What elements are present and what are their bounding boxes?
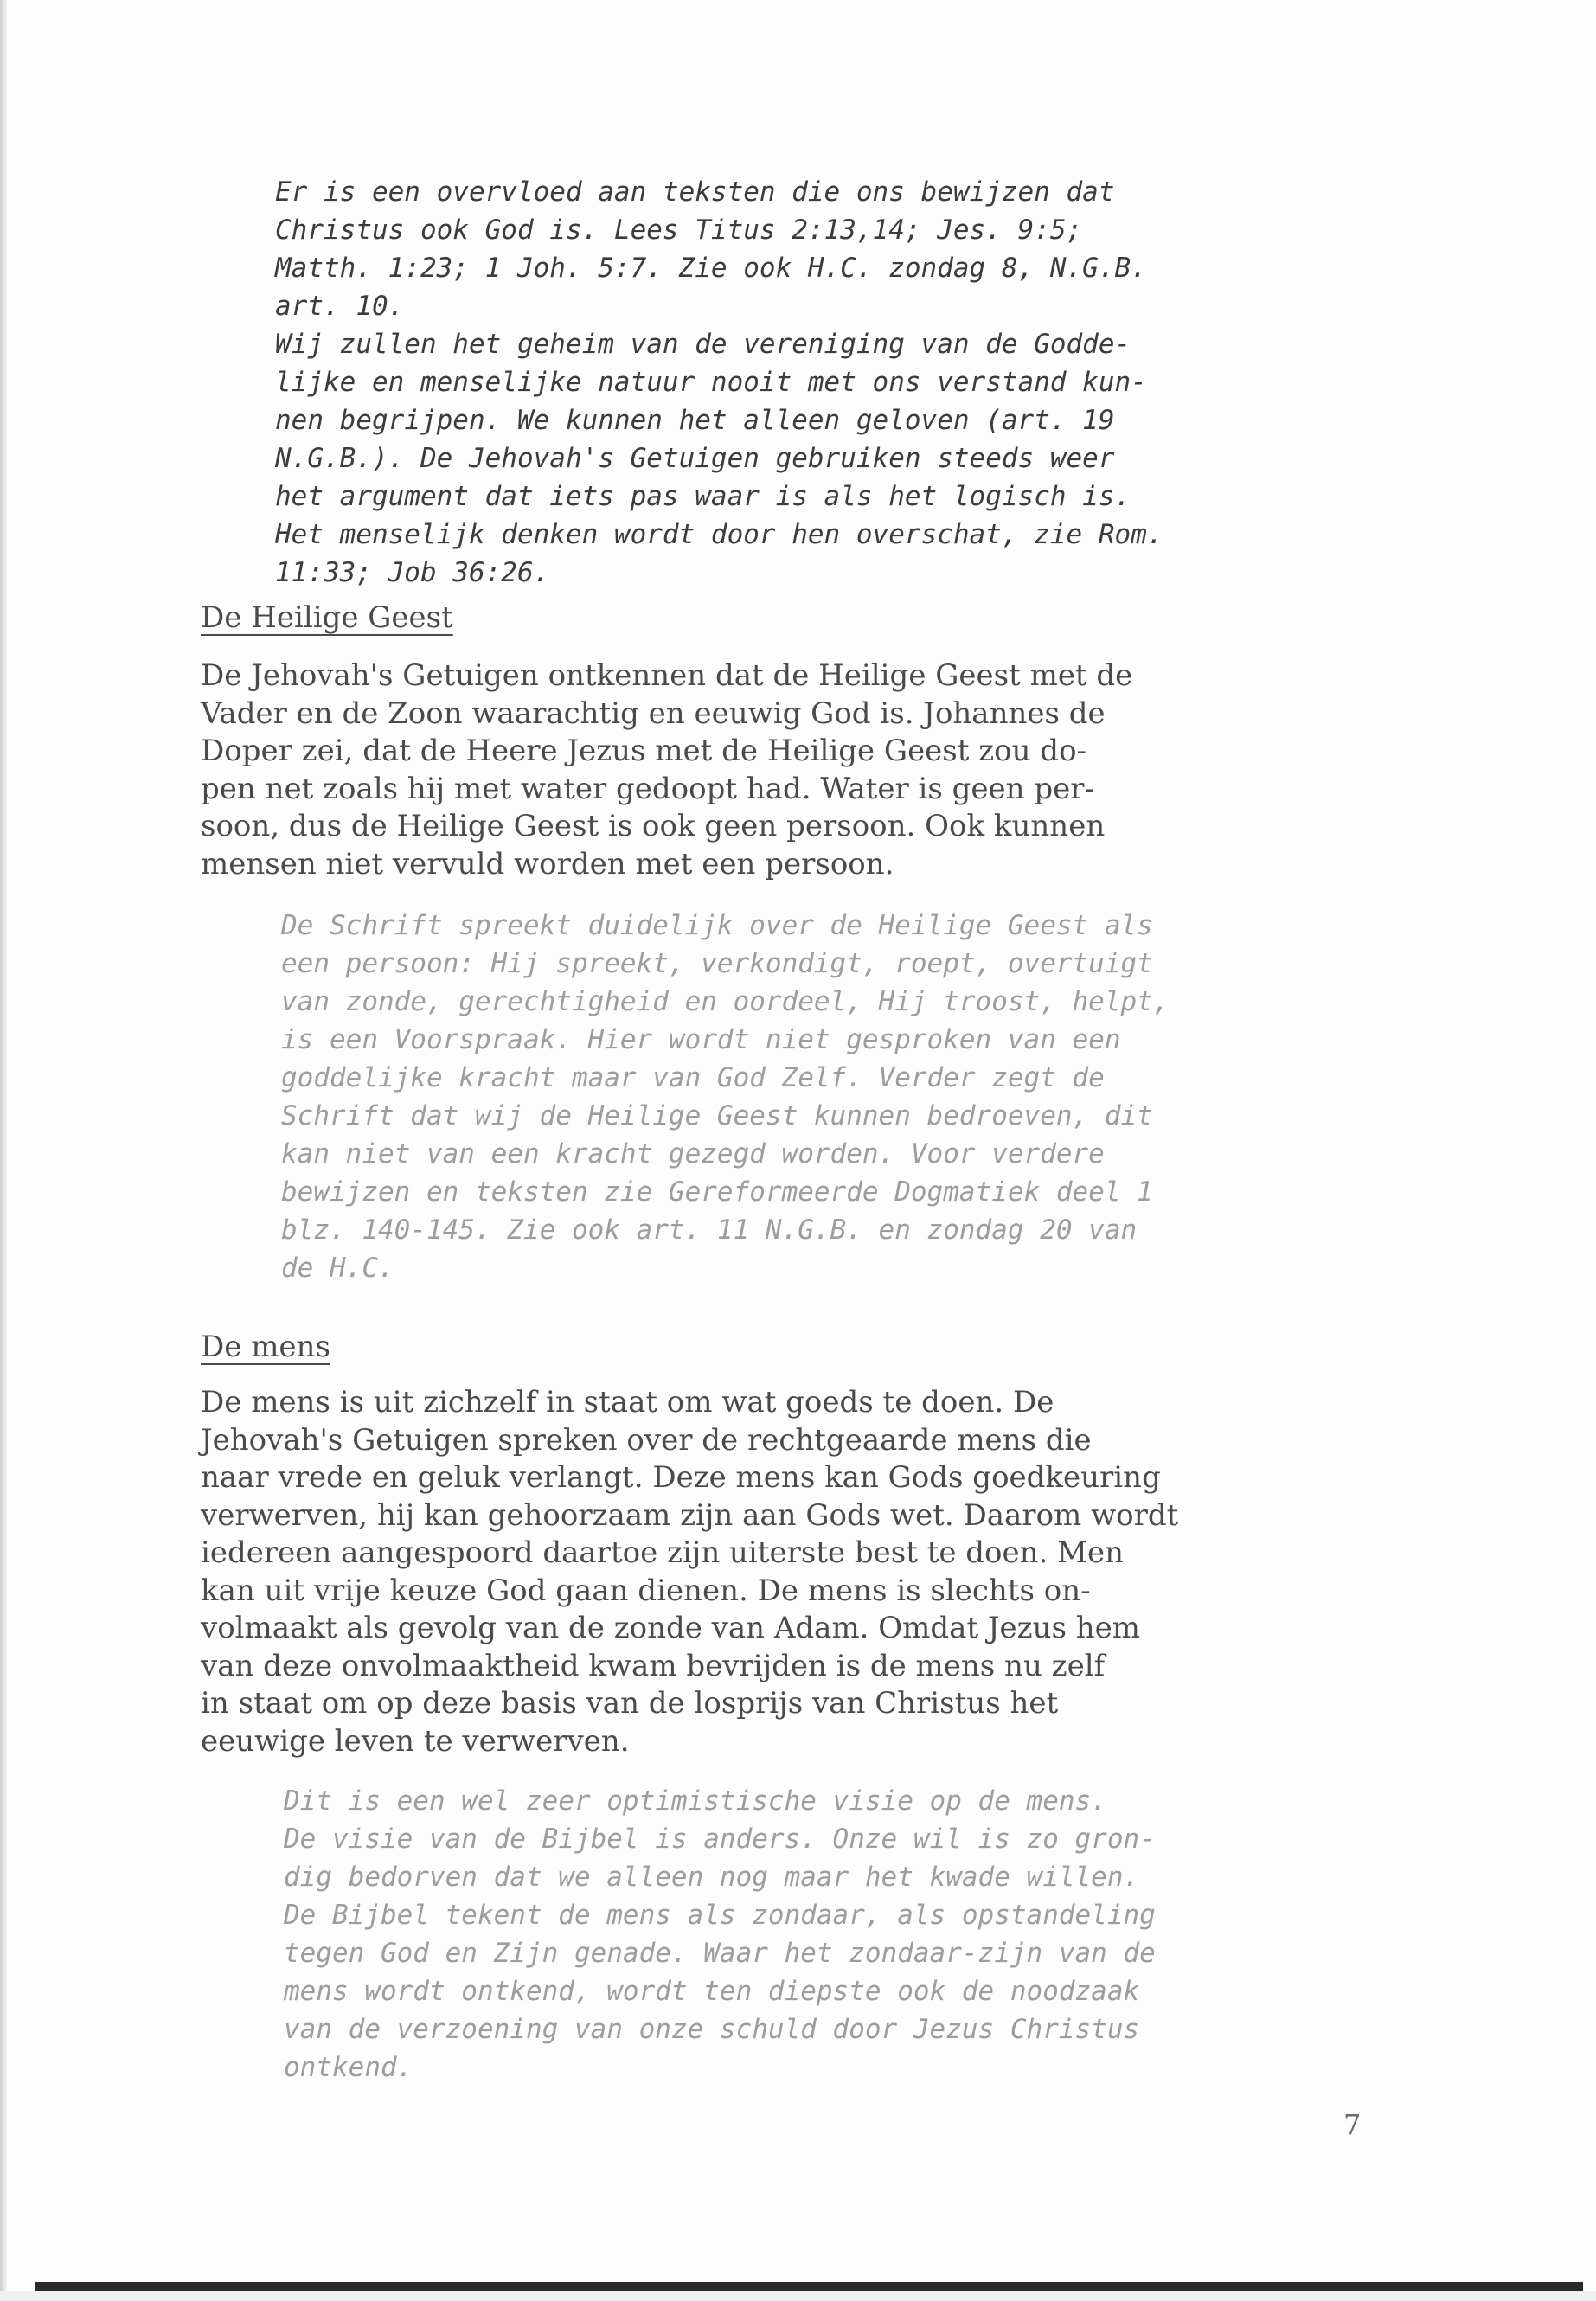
heading-de-mens: De mens xyxy=(201,1330,330,1364)
mystery-of-natures-paragraph: Wij zullen het geheim van de vereniging van de Godde- lijke en menselijke natuur nooit met ons verstand kun- nen begrijpen. We kunnen het alleen geloven (art. 19 N.G.B.). De Jehovah's Getuigen gebruiken steeds weer het argument dat iets pas waar is als het logisch is. Het menselijk denken wordt door hen overschat, zie Rom. 11:33; Job 36:26. xyxy=(275,329,1163,588)
page-number: 7 xyxy=(1343,2108,1362,2141)
de-mens-commentary: Dit is een wel zeer optimistische visie op de mens. De visie van de Bijbel is anders. Onze wil is zo gron- dig bedorven dat we alleen nog maar het kwade willen. De Bijbel tekent de mens als zondaar, als opstandeling tegen God en Zijn genade. Waar het zondaar-zijn van de mens wordt ontkend, wordt ten diepste ook de noodzaak van de verzoening van onze schuld door Jezus Christus ontkend. xyxy=(284,1785,1156,2083)
christ-is-god-paragraph: Er is een overvloed aan teksten die ons bewijzen dat Christus ook God is. Lees Titus 2:13,14; Jes. 9:5; Matth. 1:23; 1 Joh. 5:7. Zie ook H.C. zondag 8, N.G.B. art. 10. xyxy=(275,176,1147,322)
scan-left-edge xyxy=(0,0,7,2301)
de-mens-paragraph: De mens is uit zichzelf in staat om wat goeds te doen. De Jehovah's Getuigen spreken over de rechtgeaarde mens die naar vrede en geluk verlangt. Deze mens kan Gods goedkeuring verwerven, hij kan gehoorzaam zijn aan Gods wet. Daarom wordt iedereen aangespoord daartoe zijn uiterste best te doen. Men kan uit vrije keuze God gaan dienen. De mens is slechts on- volmaakt als gevolg van de zonde van Adam. Omdat Jezus hem van deze onvolmaaktheid kwam bevrijden is de mens nu zelf in staat om op deze basis van de losprijs van Christus het eeuwige leven te verwerven. xyxy=(201,1385,1179,1759)
heilige-geest-commentary: De Schrift spreekt duidelijk over de Heilige Geest als een persoon: Hij spreekt, verkondigt, roept, overtuigt van zonde, gerechtigheid en oordeel, Hij troost, helpt, is een Voorspraak. Hier wordt niet gesproken van een goddelijke kracht maar van God Zelf. Verder zegt de Schrift dat wij de Heilige Geest kunnen bedroeven, dit kan niet van een kracht gezegd worden. Voor verdere bewijzen en teksten zie Gereformeerde Dogmatiek deel 1 blz. 140-145. Zie ook art. 11 N.G.B. en zondag 20 van de H.C. xyxy=(281,910,1170,1284)
heading-heilige-geest: De Heilige Geest xyxy=(201,600,453,635)
scan-bottom-margin xyxy=(0,2291,1596,2301)
scan-bottom-edge xyxy=(35,2282,1583,2291)
heilige-geest-paragraph: De Jehovah's Getuigen ontkennen dat de Heilige Geest met de Vader en de Zoon waarachtig en eeuwig God is. Johannes de Doper zei, dat de Heere Jezus met de Heilige Geest zou do- pen net zoals hij met water gedoopt had. Water is geen per- soon, dus de Heilige Geest is ook geen persoon. Ook kunnen mensen niet vervuld worden met een persoon. xyxy=(201,658,1133,881)
